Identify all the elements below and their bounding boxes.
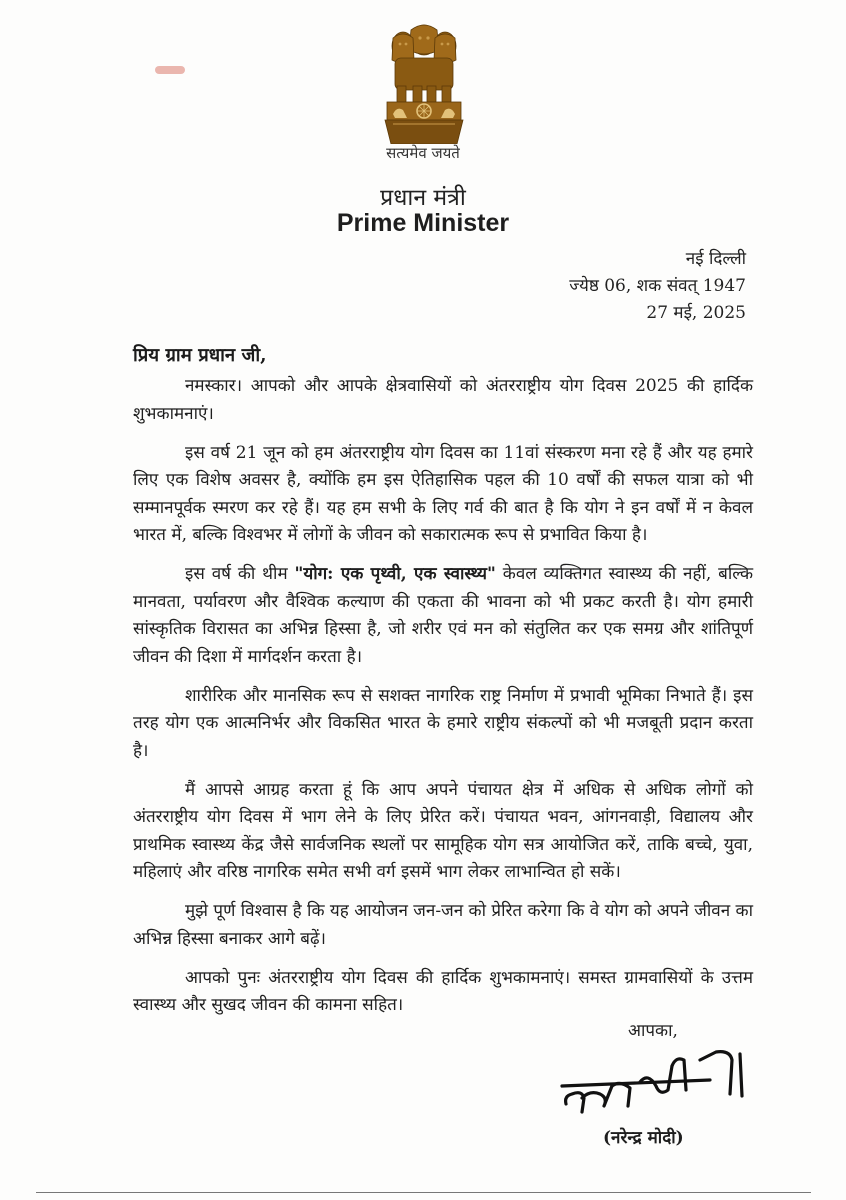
hindu-date: ज्येष्ठ 06, शक संवत् 1947 <box>569 276 746 296</box>
paragraph: आपको पुनः अंतरराष्ट्रीय योग दिवस की हार्दिक शुभकामनाएं। समस्त ग्रामवासियों के उत्तम स्वास्थ्य और सुखद जीवन की कामना सहित। <box>133 967 753 1015</box>
paragraph: नमस्कार। आपको और आपके क्षेत्रवासियों को अंतरराष्ट्रीय योग दिवस 2025 की हार्दिक शुभकामनाएं। <box>133 376 753 424</box>
salutation: प्रिय ग्राम प्रधान जी, <box>133 345 267 366</box>
signature-icon <box>560 1046 750 1128</box>
paragraph: इस वर्ष 21 जून को हम अंतरराष्ट्रीय योग दिवस का 11वां संस्करण मना रहे हैं और यह हमारे लिए एक विशेष अवसर है, क्योंकि हम इस ऐतिहासिक पहल की 10 वर्षों की सफल यात्रा को भी सम्मानपूर्वक स्मरण कर रहे हैं। यह हम सभी के लिए गर्व की बात है कि योग ने इन वर्षों में न केवल भारत में, बल्कि विश्वभर में लोगों के जीवन को सकारात्मक रूप से प्रभावित किया है। <box>133 442 753 545</box>
theme-text: "योग: एक पृथ्वी, एक स्वास्थ्य" <box>294 564 496 584</box>
letter-body <box>133 373 753 1031</box>
date-block <box>569 246 746 327</box>
paragraph: इस वर्ष की थीम "योग: एक पृथ्वी, एक स्वास्थ्य" केवल व्यक्तिगत स्वास्थ्य की नहीं, बल्कि मानवता, पर्यावरण और वैश्विक कल्याण की एकता की भावना को भी प्रकट करती है। योग हमारी सांस्कृतिक विरासत का अभिन्न हिस्सा है, जो शरीर एवं मन को संतुलित कर एक समग्र और शांतिपूर्ण जीवन की दिशा में मार्गदर्शन करता है। <box>133 564 753 667</box>
footer-divider <box>36 1192 811 1193</box>
office-title-english: Prime Minister <box>336 209 510 237</box>
closing: आपका, <box>628 1021 678 1041</box>
paragraph: शारीरिक और मानसिक रूप से सशक्त नागरिक राष्ट्र निर्माण में प्रभावी भूमिका निभाते हैं। इस तरह योग एक आत्मनिर्भर और विकसित भारत के हमारे राष्ट्रीय संकल्पों को भी मजबूती प्रदान करता है। <box>133 685 753 761</box>
letter-date: 27 मई, 2025 <box>646 303 746 323</box>
emblem-motto: सत्यमेव जयते <box>386 144 460 162</box>
paragraph: मैं आपसे आग्रह करता हूं कि आप अपने पंचायत क्षेत्र में अधिक से अधिक लोगों को अंतरराष्ट्रीय योग दिवस में भाग लेने के लिए प्रेरित करें। पंचायत भवन, आंगनवाड़ी, विद्यालय और प्राथमिक स्वास्थ्य केंद्र जैसे सार्वजनिक स्थलों पर सामूहिक योग सत्र आयोजित करें, ताकि बच्चे, युवा, महिलाएं और वरिष्ठ नागरिक समेत सभी वर्ग इसमें भाग लेकर लाभान्वित हो सकें। <box>133 779 753 882</box>
office-title-hindi: प्रधान मंत्री <box>380 185 466 211</box>
ink-mark <box>155 66 185 74</box>
signatory-name: (नरेन्द्र मोदी) <box>603 1128 684 1148</box>
national-emblem-icon <box>383 20 465 144</box>
place: नई दिल्ली <box>685 249 746 269</box>
paragraph: मुझे पूर्ण विश्वास है कि यह आयोजन जन-जन को प्रेरित करेगा कि वे योग को अपने जीवन का अभिन्न हिस्सा बनाकर आगे बढ़ें। <box>133 901 753 949</box>
